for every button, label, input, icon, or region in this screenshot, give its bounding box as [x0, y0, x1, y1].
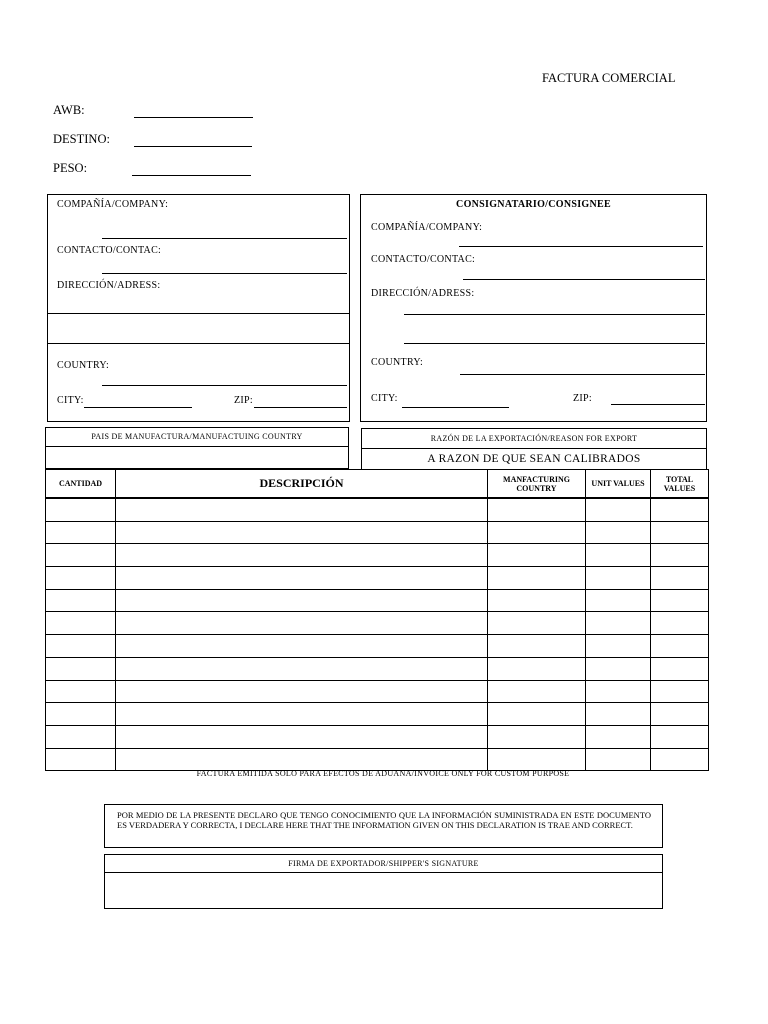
- table-cell[interactable]: [46, 725, 116, 748]
- shipper-company-field[interactable]: [102, 238, 347, 239]
- table-cell[interactable]: [488, 725, 586, 748]
- consignee-box: [360, 194, 707, 422]
- signature-label-box: [104, 854, 663, 873]
- table-cell[interactable]: [488, 680, 586, 703]
- manufacture-country-field[interactable]: [45, 446, 349, 469]
- table-cell[interactable]: [651, 657, 709, 680]
- table-cell[interactable]: [488, 703, 586, 726]
- table-cell[interactable]: [488, 748, 586, 771]
- table-cell[interactable]: [586, 748, 651, 771]
- table-cell[interactable]: [46, 635, 116, 658]
- consignee-address-field[interactable]: [404, 314, 705, 315]
- table-cell[interactable]: [586, 521, 651, 544]
- export-reason-field[interactable]: [361, 448, 707, 470]
- table-row: [46, 498, 709, 521]
- shipper-city-field[interactable]: [84, 407, 192, 408]
- table-cell[interactable]: [116, 680, 488, 703]
- table-cell[interactable]: [651, 498, 709, 521]
- destino-label: DESTINO:: [53, 132, 110, 146]
- table-cell[interactable]: [116, 657, 488, 680]
- table-cell[interactable]: [46, 748, 116, 771]
- table-row: [46, 589, 709, 612]
- shipper-country-field[interactable]: [102, 385, 347, 386]
- table-cell[interactable]: [586, 567, 651, 590]
- table-footnote: FACTURA EMITIDA SOLO PARA EFECTOS DE ADUANA/INVOICE ONLY FOR CUSTOM PURPOSE: [196, 769, 570, 778]
- table-cell[interactable]: [651, 635, 709, 658]
- peso-field[interactable]: [132, 175, 251, 176]
- column-header: CANTIDAD: [46, 470, 116, 499]
- peso-label: PESO:: [53, 161, 88, 175]
- table-cell[interactable]: [586, 703, 651, 726]
- table-cell[interactable]: [586, 657, 651, 680]
- table-cell[interactable]: [488, 635, 586, 658]
- consignee-company-field[interactable]: [459, 246, 703, 247]
- consignee-zip-field[interactable]: [611, 404, 705, 405]
- table-row: [46, 612, 709, 635]
- shipper-city-label: CITY:: [57, 395, 84, 406]
- export-reason-label: RAZÓN DE LA EXPORTACIÓN/REASON FOR EXPORT: [430, 434, 638, 443]
- shipper-country-label: COUNTRY:: [57, 360, 110, 371]
- table-cell[interactable]: [116, 544, 488, 567]
- shipper-address-label: DIRECCIÓN/ADRESS:: [57, 280, 161, 291]
- table-cell[interactable]: [46, 612, 116, 635]
- awb-label: AWB:: [53, 103, 85, 117]
- table-cell[interactable]: [488, 498, 586, 521]
- table-row: [46, 680, 709, 703]
- table-cell[interactable]: [46, 521, 116, 544]
- consignee-heading: CONSIGNATARIO/CONSIGNEE: [456, 199, 611, 210]
- table-row: [46, 635, 709, 658]
- table-cell[interactable]: [651, 589, 709, 612]
- table-cell[interactable]: [586, 544, 651, 567]
- table-cell[interactable]: [116, 703, 488, 726]
- table-row: [46, 725, 709, 748]
- table-cell[interactable]: [116, 498, 488, 521]
- consignee-country-label: COUNTRY:: [371, 357, 424, 368]
- shipper-contact-field[interactable]: [102, 273, 347, 274]
- table-cell[interactable]: [651, 725, 709, 748]
- consignee-address-label: DIRECCIÓN/ADRESS:: [371, 288, 475, 299]
- export-reason-label-box: [361, 428, 707, 449]
- signature-label: FIRMA DE EXPORTADOR/SHIPPER'S SIGNATURE: [288, 859, 479, 868]
- export-reason-value: A RAZON DE QUE SEAN CALIBRADOS: [427, 453, 641, 465]
- table-cell[interactable]: [116, 725, 488, 748]
- table-cell[interactable]: [46, 680, 116, 703]
- table-cell[interactable]: [586, 498, 651, 521]
- table-row: [46, 748, 709, 771]
- table-cell[interactable]: [116, 521, 488, 544]
- table-cell[interactable]: [651, 748, 709, 771]
- table-cell[interactable]: [586, 612, 651, 635]
- table-cell[interactable]: [46, 567, 116, 590]
- column-header: TOTAL VALUES: [651, 470, 709, 499]
- table-cell[interactable]: [46, 498, 116, 521]
- consignee-city-field[interactable]: [402, 407, 509, 408]
- consignee-contact-label: CONTACTO/CONTAC:: [371, 254, 476, 265]
- awb-field[interactable]: [134, 117, 253, 118]
- table-cell[interactable]: [488, 657, 586, 680]
- shipper-address-field-2[interactable]: [48, 343, 349, 344]
- table-row: [46, 521, 709, 544]
- table-cell[interactable]: [651, 544, 709, 567]
- table-row: [46, 703, 709, 726]
- shipper-company-label: COMPAÑÍA/COMPANY:: [57, 199, 169, 210]
- shipper-address-field[interactable]: [48, 313, 349, 314]
- consignee-company-label: COMPAÑÍA/COMPANY:: [371, 222, 483, 233]
- column-header: MANFACTURING COUNTRY: [488, 470, 586, 499]
- consignee-contact-field[interactable]: [463, 279, 705, 280]
- column-header: DESCRIPCIÓN: [116, 470, 488, 499]
- table-row: [46, 544, 709, 567]
- shipper-zip-field[interactable]: [254, 407, 347, 408]
- items-table: [45, 469, 709, 771]
- consignee-city-label: CITY:: [371, 393, 398, 404]
- table-cell[interactable]: [488, 544, 586, 567]
- table-cell[interactable]: [46, 703, 116, 726]
- consignee-country-field[interactable]: [460, 374, 705, 375]
- table-cell[interactable]: [651, 612, 709, 635]
- declaration-text: POR MEDIO DE LA PRESENTE DECLARO QUE TENGO CONOCIMIENTO QUE LA INFORMACIÓN SUMINISTRADA EN ESTE DOCUMENTO ES VERDADERA Y CORRECTA, I DECLARE HERE THAT THE INFORMATION GIVEN ON THIS DECLARATION IS TRAE AND CORRECT.: [117, 810, 651, 830]
- table-cell[interactable]: [116, 612, 488, 635]
- table-header-row: [46, 470, 709, 499]
- consignee-address-field-2[interactable]: [404, 343, 705, 344]
- shipper-box: [47, 194, 350, 422]
- table-cell[interactable]: [488, 567, 586, 590]
- table-cell[interactable]: [651, 703, 709, 726]
- shipper-contact-label: CONTACTO/CONTAC:: [57, 245, 162, 256]
- signature-field[interactable]: [104, 872, 663, 909]
- table-cell[interactable]: [116, 635, 488, 658]
- page-title: FACTURA COMERCIAL: [542, 71, 676, 85]
- table-cell[interactable]: [488, 521, 586, 544]
- table-cell[interactable]: [586, 725, 651, 748]
- table-cell[interactable]: [116, 589, 488, 612]
- column-header: UNIT VALUES: [586, 470, 651, 499]
- table-cell[interactable]: [488, 589, 586, 612]
- shipper-zip-label: ZIP:: [234, 395, 253, 406]
- table-cell[interactable]: [116, 567, 488, 590]
- table-cell[interactable]: [116, 748, 488, 771]
- manufacture-country-label-box: [45, 427, 349, 447]
- table-row: [46, 567, 709, 590]
- table-cell[interactable]: [586, 680, 651, 703]
- table-cell[interactable]: [46, 544, 116, 567]
- manufacture-country-label: PAIS DE MANUFACTURA/MANUFACTUING COUNTRY: [91, 432, 303, 441]
- table-cell[interactable]: [651, 567, 709, 590]
- table-cell[interactable]: [488, 612, 586, 635]
- table-cell[interactable]: [651, 680, 709, 703]
- declaration-box: [104, 804, 663, 848]
- table-cell[interactable]: [46, 589, 116, 612]
- table-cell[interactable]: [651, 521, 709, 544]
- table-cell[interactable]: [586, 589, 651, 612]
- table-cell[interactable]: [586, 635, 651, 658]
- destino-field[interactable]: [134, 146, 252, 147]
- table-row: [46, 657, 709, 680]
- consignee-zip-label: ZIP:: [573, 393, 592, 404]
- table-cell[interactable]: [46, 657, 116, 680]
